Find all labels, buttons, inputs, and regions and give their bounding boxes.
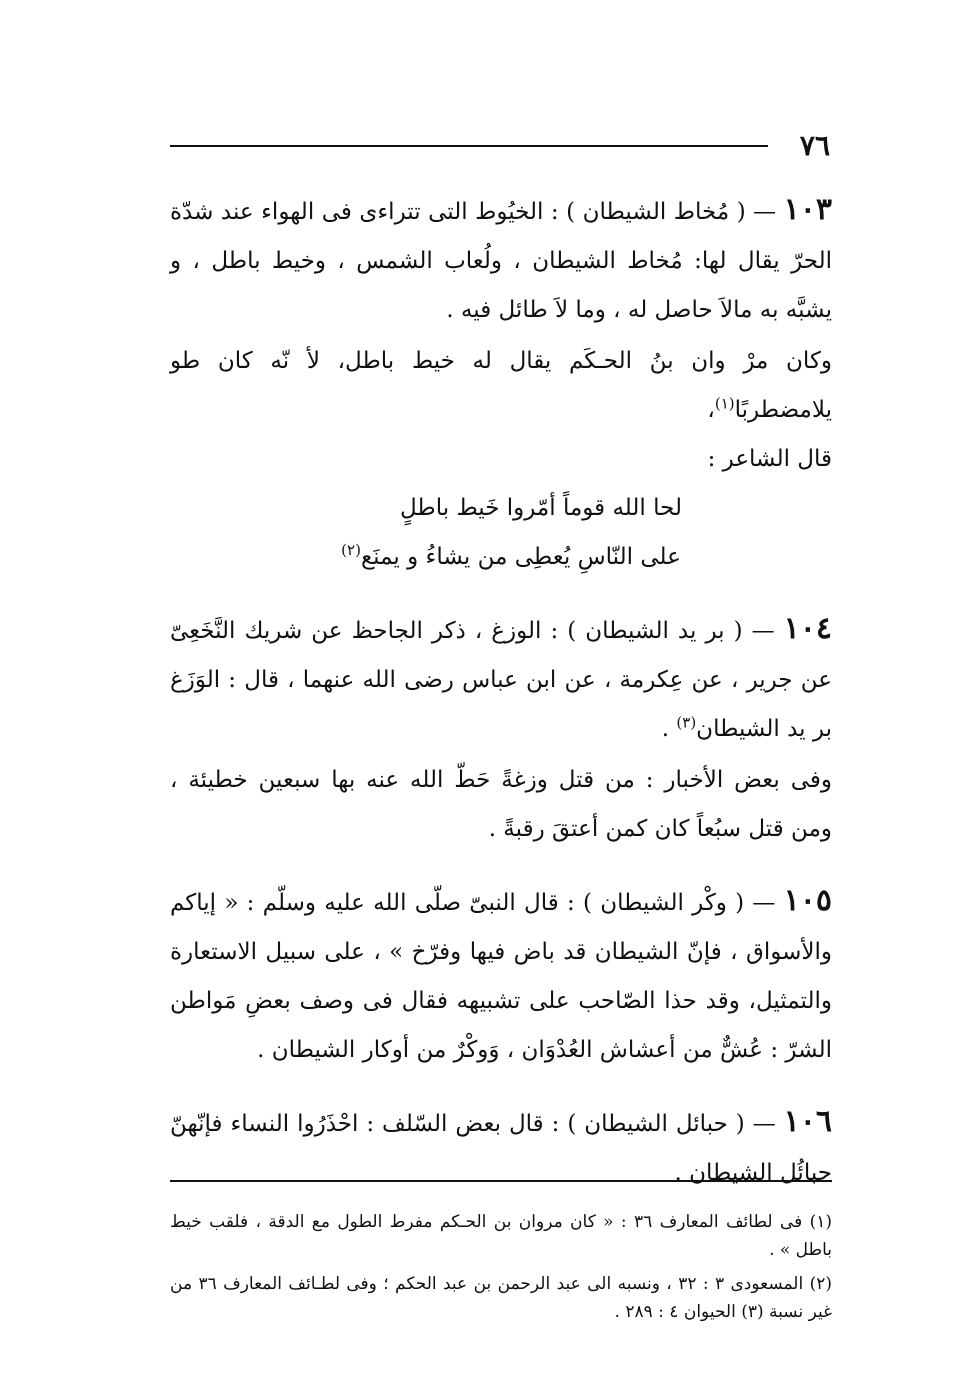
entry-paragraph bbox=[170, 185, 832, 335]
footnote-1: (١) فى لطائف المعارف ٣٦ : « كان مروان بن الحـكم مفرط الطول مع الدقة ، فلقب خيط باطل » . bbox=[170, 1212, 833, 1260]
entry-number: ١٠٦ bbox=[783, 1104, 832, 1139]
entry-line: عن جرير ، عن عِكرمة ، عن ابن عباس رضى الله عنهما ، قال : الوَزَغ بر يد bbox=[170, 667, 832, 742]
entry-line: — ( مُخاط الشيطان ) : الخيُوط التى تتراءى فى الهواء عند شدّة الحرّ bbox=[170, 199, 832, 274]
entry-105 bbox=[170, 876, 832, 1075]
entry-103 bbox=[170, 185, 832, 582]
entry-number: ١٠٣ bbox=[783, 192, 832, 227]
poem-intro: قال الشاعر : bbox=[707, 446, 832, 472]
entry-line: له ، وما لاَ طائل فيه . bbox=[446, 297, 648, 323]
page-number: ٧٦ bbox=[799, 129, 830, 162]
header-rule bbox=[170, 145, 768, 147]
verse-first-hemistich: لحا الله قوماً أمّروا خَيط باطلٍ bbox=[400, 495, 682, 521]
entry-number: ١٠٥ bbox=[783, 883, 832, 918]
punctuation: ، bbox=[707, 397, 715, 423]
entry-line: يقال لها: مُخاط الشيطان ، ولُعاب الشمس ، وخيط باطل ، و يشبَّه به مالاَ حاصل bbox=[170, 248, 832, 323]
main-text bbox=[170, 185, 832, 1198]
entry-paragraph bbox=[170, 1097, 832, 1198]
page-header bbox=[170, 128, 830, 164]
entry-106 bbox=[170, 1097, 832, 1198]
entry-paragraph: وفى بعض الأخبار : من قتل وزغةً حَطّ الله عنه بها سبعين خطيئة ، ومن قتل سبُعاً كان كمن أعتقَ رقبةً . bbox=[170, 767, 832, 842]
entry-line: الشيطان bbox=[696, 716, 780, 742]
footnote-reference[interactable]: (١) bbox=[714, 394, 735, 413]
entry-text: — ( وكْر الشيطان ) : قال النبىّ صلّى الله عليه وسلّم : « إياكم والأسواق ، فإنّ الشيطان قد باض فيها وفرّخ » ، على سبيل الاستعارة والتمثيل، وقد حذا الصّاحب على تشبيهه فقال فى وصف بعضِ مَواطن الشرّ : عُشٌّ من أعشاش العُدْوَان ، وَوكْرٌ من أوكار الشيطان . bbox=[170, 890, 832, 1063]
footnote-separator bbox=[170, 1180, 832, 1182]
entry-number: ١٠٤ bbox=[783, 611, 832, 646]
entry-paragraph bbox=[170, 604, 832, 754]
entry-104 bbox=[170, 604, 832, 854]
paragraph-text: وكان مرْ وان بنُ الحـكَم يقال له خيط باطل، لأ نّه كان طو يلامضطربًا bbox=[170, 348, 832, 423]
footnote-2: (٢) المسعودى ٣ : ٣٢ ، ونسبه الى عبد الرحمن بن عبد الحكم ؛ وفى لطـائف المعارف ٣٦ من غير نسبة (٣) الحيوان ٤ : ٢٨٩ . bbox=[170, 1274, 833, 1322]
poem-verse: لحا الله قوماً أمّروا خَيط باطلٍعلى النّاسِ يُعطِى من يشاءُ و يمنَع(٢) bbox=[170, 484, 832, 582]
entry-paragraph bbox=[170, 876, 832, 1075]
punctuation: . bbox=[661, 716, 670, 742]
entry-text: — ( حبائل الشيطان ) : قال بعض السّلف : احْذَرُوا النساء فإنّهنّ حبائُل الشيطان . bbox=[170, 1111, 832, 1186]
footnote-reference[interactable]: (٣) bbox=[676, 713, 697, 732]
entry-paragraph bbox=[170, 337, 832, 435]
verse-second-hemistich: على النّاسِ يُعطِى من يشاءُ و يمنَع bbox=[360, 544, 681, 570]
footnotes bbox=[170, 1208, 832, 1332]
entry-line: — ( بر يد الشيطان ) : الوزغ ، ذكر الجاحظ عن شريك النَّخَعِىّ bbox=[170, 618, 775, 644]
